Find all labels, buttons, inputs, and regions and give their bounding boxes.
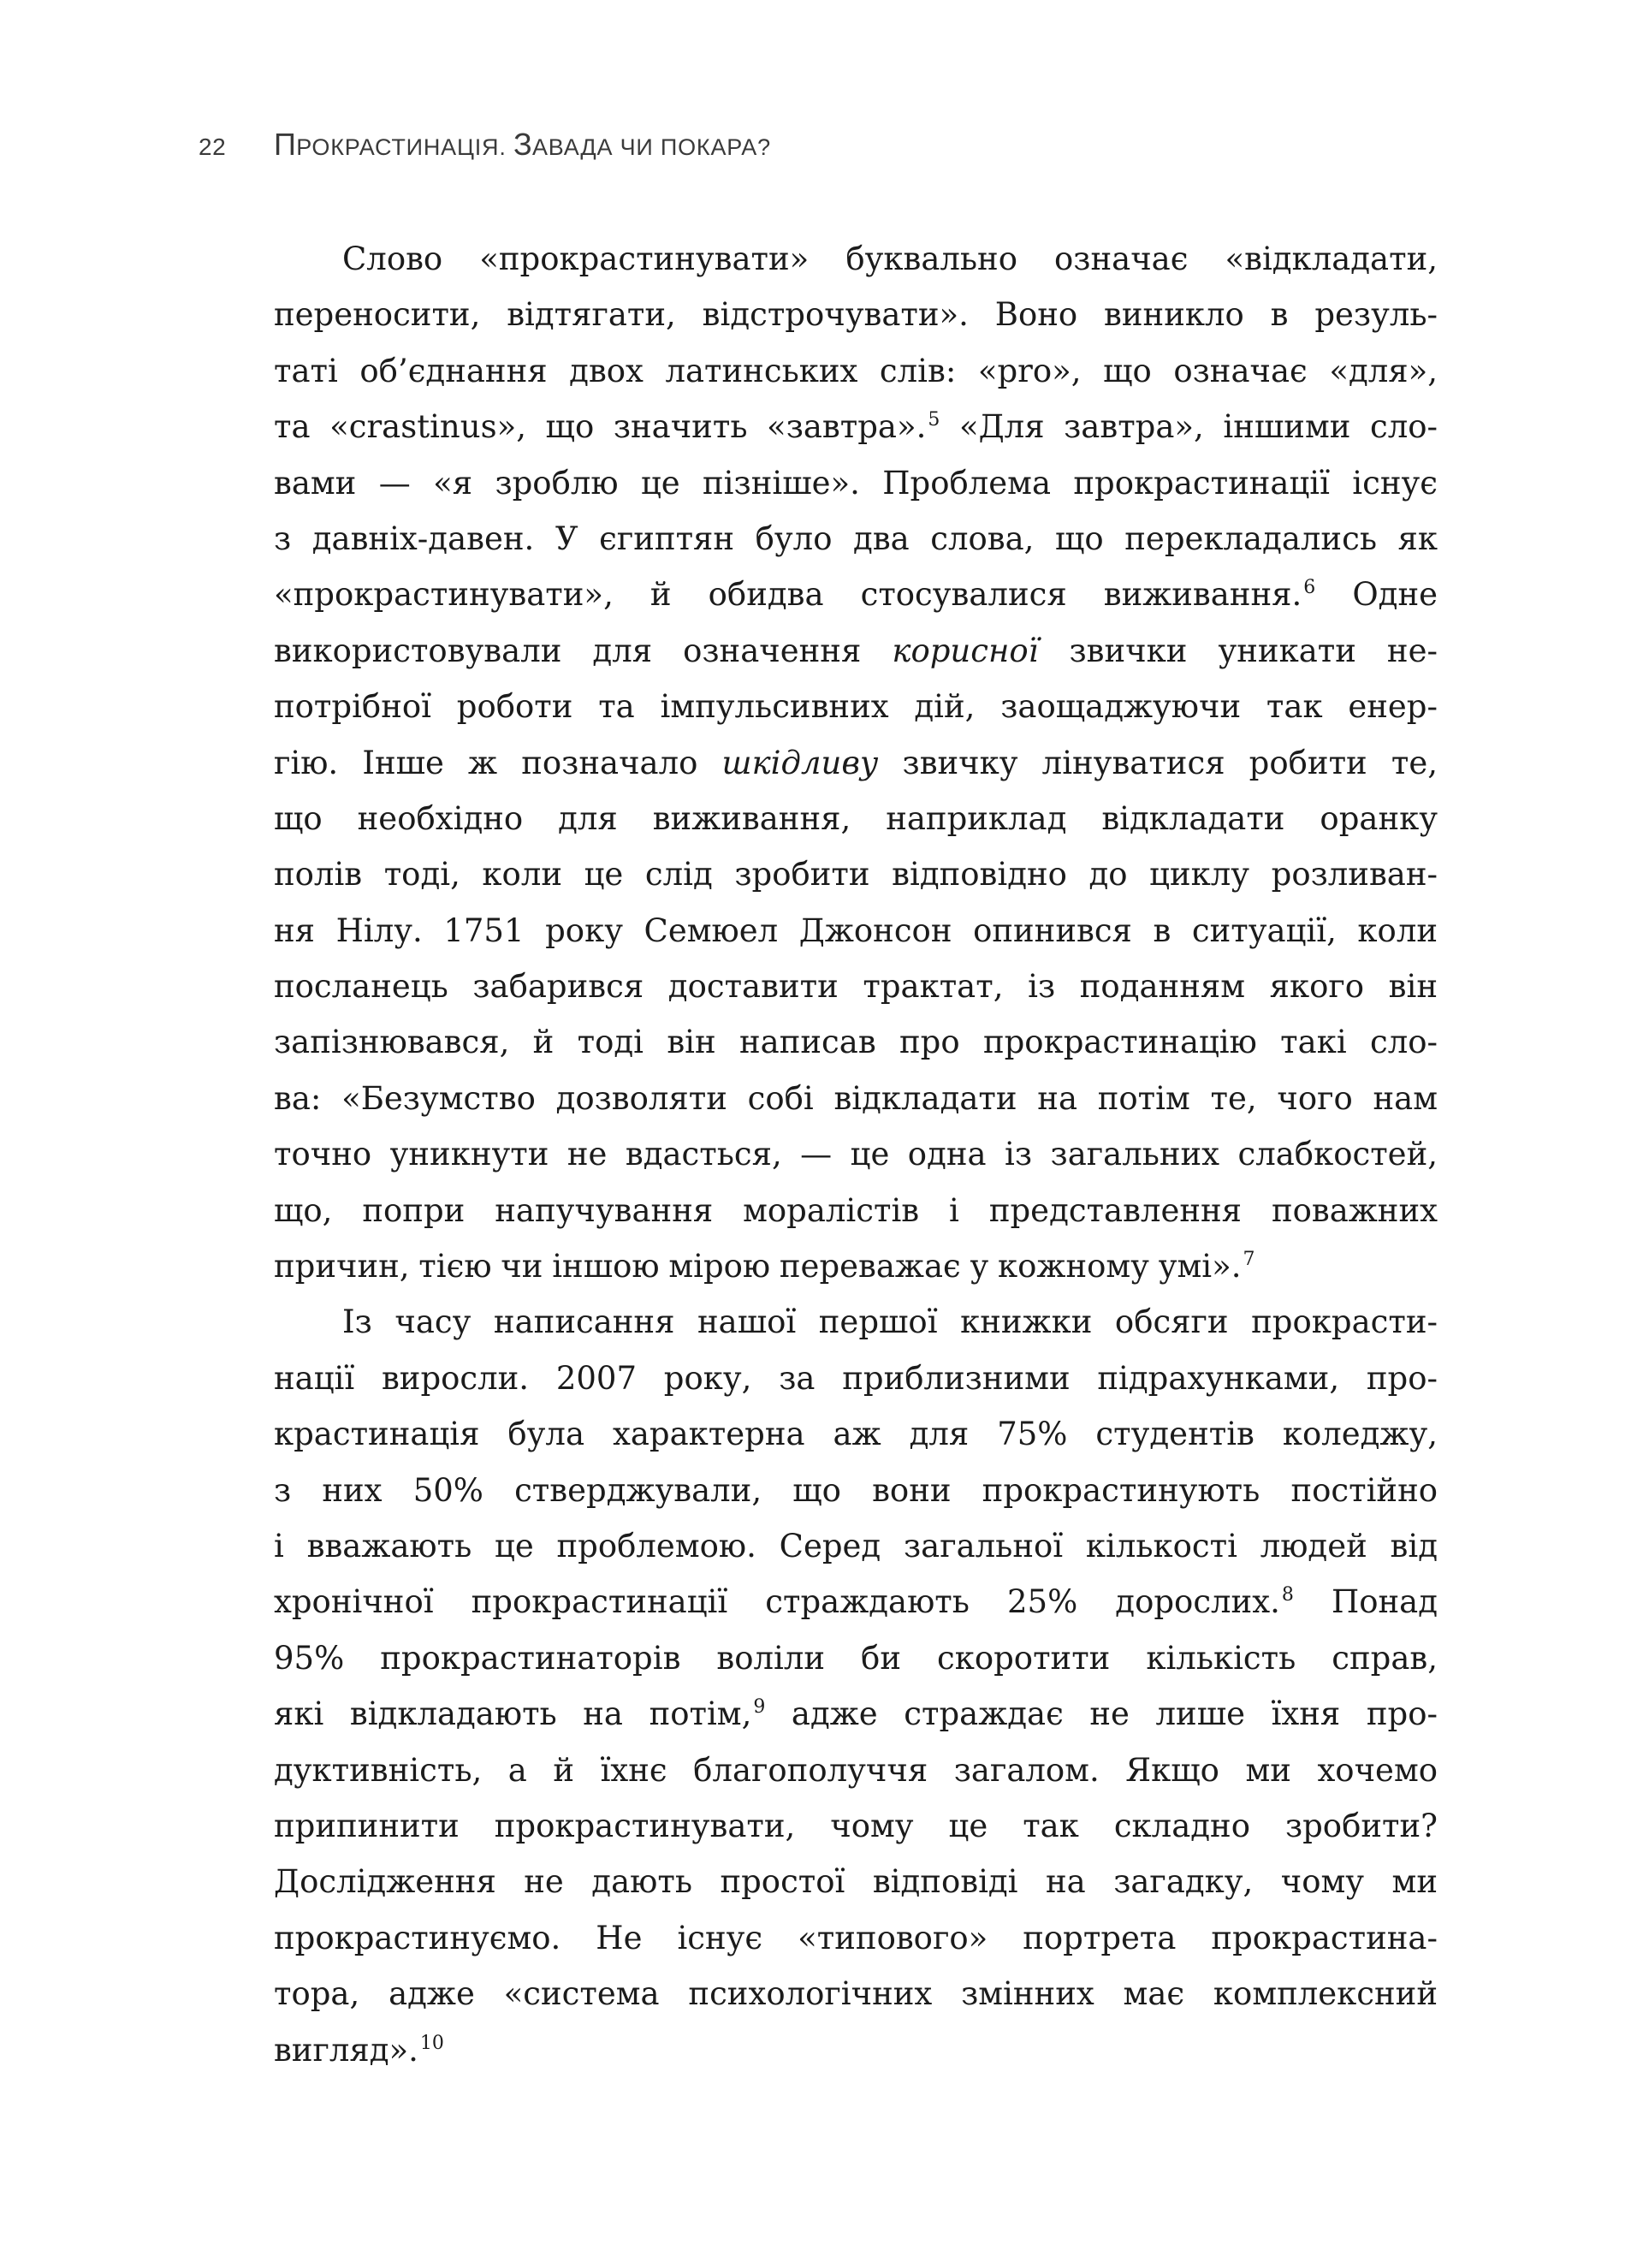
text-run: полів тоді, коли це слід зробити відповідно до циклу розливан- [274, 856, 1438, 894]
paragraph [274, 231, 1438, 1294]
text-run: Одне [1315, 576, 1438, 614]
text-line [274, 1183, 1438, 1238]
footnote-marker[interactable]: 5 [928, 409, 940, 431]
text-line [274, 399, 1438, 454]
footnote-marker[interactable]: 9 [753, 1696, 766, 1719]
text-line [274, 846, 1438, 902]
text-line [274, 1518, 1438, 1574]
text-run: ня Нілу. 1751 року Семюел Джонсон опинився в ситуації, коли [274, 911, 1438, 949]
text-line [274, 1406, 1438, 1462]
text-line [274, 1071, 1438, 1126]
text-line [274, 1126, 1438, 1182]
text-line [274, 1798, 1438, 1854]
text-line [274, 903, 1438, 959]
text-line [274, 511, 1438, 567]
footnote-marker[interactable]: 7 [1243, 1249, 1255, 1271]
text-line [274, 287, 1438, 342]
text-line [274, 1294, 1438, 1350]
footnote-marker[interactable]: 10 [419, 2032, 444, 2054]
text-run: хронічної прокрастинації страждають 25% дорослих. [274, 1583, 1280, 1621]
text-run: тора, адже «система психологічних змінних має комплексний [274, 1975, 1438, 2013]
text-line [274, 1014, 1438, 1070]
text-line [274, 1686, 1438, 1742]
title-smallcaps: АВАДА ЧИ ПОКАРА? [531, 134, 771, 160]
text-run: вигляд». [274, 2031, 418, 2069]
text-run: Слово «прокрастинувати» буквально означає «відкладати, [342, 240, 1438, 277]
text-line [274, 1743, 1438, 1798]
text-run: точно уникнути не вдасться, — це одна із загальних слабкостей, [274, 1136, 1438, 1173]
text-run: причин, тією чи іншою мірою переважає у кожному умі». [274, 1248, 1242, 1285]
text-run: використовували для означення [274, 632, 893, 669]
text-run: 95% прокрастинаторів воліли би скоротити кількість справ, [274, 1639, 1438, 1677]
text-line [274, 1238, 1438, 1294]
text-line [274, 1630, 1438, 1686]
footnote-marker[interactable]: 8 [1281, 1584, 1294, 1606]
title-initial: П [274, 127, 297, 162]
text-line [274, 1351, 1438, 1406]
text-run: звички уникати не- [1038, 632, 1438, 669]
text-run: звичку лінуватися робити те, [878, 744, 1438, 781]
text-line [274, 791, 1438, 846]
chapter-title [274, 127, 771, 163]
text-line [274, 1463, 1438, 1518]
text-run: які відкладають на потім, [274, 1695, 752, 1733]
text-run: потрібної роботи та імпульсивних дій, заощаджуючи так енер- [274, 688, 1438, 726]
title-initial: З [513, 127, 532, 162]
text-run: Із часу написання нашої першої книжки обсяги прокрасти- [342, 1303, 1438, 1341]
text-line [274, 623, 1438, 679]
text-line [274, 343, 1438, 399]
text-line [274, 735, 1438, 791]
text-run: посланець забарився доставити трактат, із поданням якого він [274, 968, 1438, 1006]
text-run: запізнювався, й тоді він написав про прокрастинацію такі сло- [274, 1024, 1438, 1061]
footnote-marker[interactable]: 6 [1303, 577, 1316, 599]
text-run: прокрастинуємо. Не існує «типового» портрета прокрастина- [274, 1919, 1438, 1956]
text-line [274, 567, 1438, 622]
text-line [274, 959, 1438, 1014]
text-run: Понад [1293, 1583, 1438, 1621]
title-smallcaps: РОКРАСТИНАЦІЯ. [296, 134, 513, 160]
text-run: таті об’єднання двох латинських слів: «pro», що означає «для», [274, 352, 1438, 389]
text-line [274, 2022, 1438, 2078]
text-run: що необхідно для виживання, наприклад відкладати оранку [274, 799, 1438, 837]
text-run: з давніх-давен. У єгиптян було два слова, що перекладались як [274, 520, 1438, 557]
text-line [274, 679, 1438, 734]
running-head [199, 127, 771, 161]
text-run: Дослідження не дають простої відповіді на загадку, чому ми [274, 1863, 1438, 1901]
text-line [274, 1910, 1438, 1966]
text-run: дуктивність, а й їхнє благополуччя загалом. Якщо ми хочемо [274, 1751, 1438, 1789]
text-run: нації виросли. 2007 року, за приблизними підрахунками, про- [274, 1359, 1438, 1397]
text-run: що, попри напучування моралістів і представлення поважних [274, 1191, 1438, 1229]
text-run: і вважають це проблемою. Серед загальної кількості людей від [274, 1527, 1438, 1564]
text-run: ва: «Безумство дозволяти собі відкладати на потім те, чого нам [274, 1079, 1438, 1117]
italic-emphasis: корисної [892, 632, 1039, 669]
text-run: переносити, відтягати, відстрочувати». Воно виникло в резуль- [274, 296, 1438, 334]
text-run: «Для завтра», іншими сло- [940, 408, 1438, 446]
text-run: вами — «я зроблю це пізніше». Проблема прокрастинації існує [274, 464, 1438, 502]
text-run: та «crastinus», що значить «завтра». [274, 408, 927, 446]
text-run: з них 50% стверджували, що вони прокрастинують постійно [274, 1471, 1438, 1509]
text-run: припинити прокрастинувати, чому це так складно зробити? [274, 1807, 1438, 1844]
text-line [274, 231, 1438, 287]
text-run: крастинація була характерна аж для 75% студентів коледжу, [274, 1416, 1438, 1453]
text-run: «прокрастинувати», й обидва стосувалися виживання. [274, 576, 1302, 614]
text-run: адже страждає не лише їхня про- [765, 1695, 1438, 1733]
body-text [274, 231, 1438, 2078]
text-line [274, 1574, 1438, 1630]
page-number: 22 [199, 134, 227, 160]
text-line [274, 1854, 1438, 1909]
italic-emphasis: шкідливу [721, 744, 879, 781]
paragraph [274, 1294, 1438, 2077]
text-line [274, 455, 1438, 511]
text-line [274, 1966, 1438, 2022]
text-run: гію. Інше ж позначало [274, 744, 722, 781]
